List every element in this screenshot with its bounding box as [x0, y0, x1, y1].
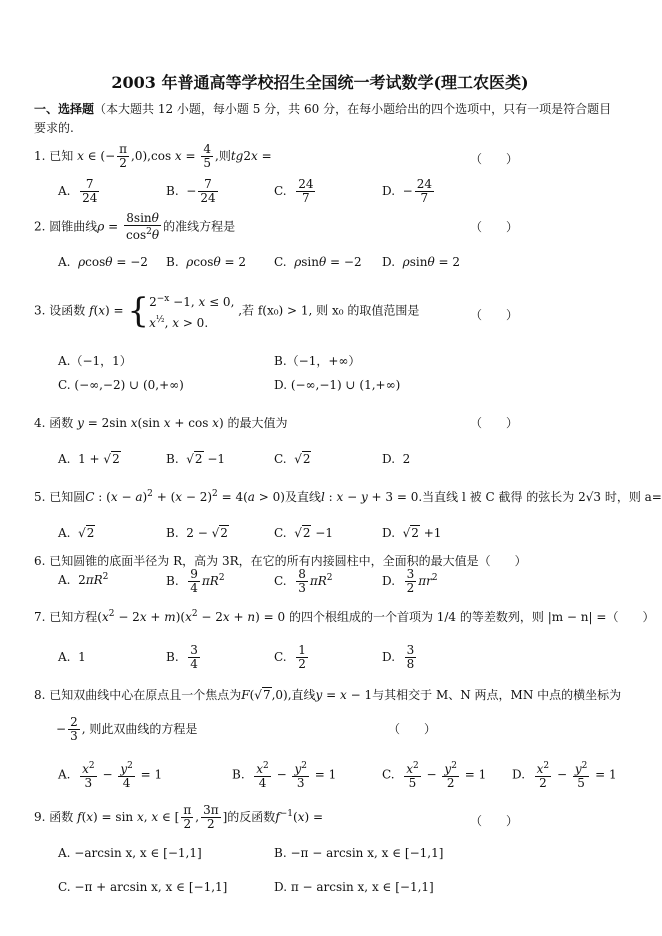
question-text-mid2: 当直线 l 被 C 截得: [422, 490, 523, 504]
option-d: D. $\frac{x^2}{2}$ − $\frac{y^2}{5}$ = 1: [512, 761, 617, 790]
question-text: 已知方程: [49, 610, 98, 624]
answer-paren: （ ）: [470, 308, 519, 322]
option-a: A. 1: [58, 650, 86, 664]
option-b: B. √2 −1: [166, 452, 226, 466]
question-8: 8. 已知双曲线中心在原点且一个焦点为F(√7,0),直线y = x − 1与其相交于 M、N 两点，MN 中点的横坐标为: [34, 688, 622, 702]
question-7: 7. 已知方程$(x^2 - 2x + m)(x^2 - 2x + n) = 0$ 的四个根组成的一个首项为 1/4 的等差数列，则 |m − n| =（ ）: [34, 609, 655, 624]
option-c: C. $\frac{24}{7}$: [274, 177, 314, 205]
answer-paren: （ ）: [470, 220, 519, 234]
question-6: [34, 552, 624, 569]
question-text-tail: 的准线方程是: [163, 219, 236, 234]
section-label: 一、选择题: [34, 102, 95, 116]
question-3: 3. 设函数 $f(x) = \{2^{-x} -1$, x ≤ 0, $x^{\frac{1}{2}}$, x > 0. ,若 f(x₀) > 1, 则 x₀ 的取值范围是: [34, 291, 420, 331]
question-9: 9. 函数 f(x) = sin x, x ∈ [ $\frac{\pi}{2}$ , $\frac{3\pi}{2}$ ]的反函数$f^{-1}(x)$ =: [34, 803, 324, 831]
question-text-tail: 的最大值为: [227, 416, 288, 430]
option-c: C. −π + arcsin x, x ∈ [−1,1]: [58, 880, 228, 894]
question-number: 3.: [34, 303, 46, 318]
question-text: 函数: [49, 416, 74, 430]
option-a: A. 1 + √2: [58, 452, 120, 466]
answer-paren: （ ）: [470, 416, 519, 430]
option-d: D. √2 +1: [382, 526, 442, 540]
question-text: 设函数: [49, 303, 86, 318]
option-c: C. $\frac{1}{2}$: [274, 643, 306, 671]
option-a: A. ρcosθ = −2: [58, 255, 148, 269]
option-c: C. ρsinθ = −2: [274, 255, 362, 269]
question-1: 1. 已知 x ∈ (− $\frac{\pi}{2}$ ,0),cos x = $\frac{4}{5}$ ,则tg2x =: [34, 142, 272, 170]
page-title: 2003 年普通高等学校招生全国统一考试数学(理工农医类): [111, 73, 529, 92]
option-d: D. (−∞,−1) ∪ (1,+∞): [274, 378, 401, 392]
option-c: C. √2 −1: [274, 526, 333, 540]
option-b: B. −π − arcsin x, x ∈ [−1,1]: [274, 846, 444, 860]
section-header: [34, 100, 619, 138]
question-number: 6.: [34, 554, 46, 568]
question-2: 2. 圆锥曲线ρ = $\frac{8\sin\theta}{\cos^2\theta}$ 的准线方程是: [34, 211, 236, 242]
question-number: 8.: [34, 688, 46, 702]
question-text: 函数: [49, 810, 74, 824]
answer-paren: （ ）: [470, 152, 519, 166]
option-b: B. $\frac{3}{4}$: [166, 643, 198, 671]
question-text-mid: 及直线: [284, 490, 321, 504]
question-text-tail: 的弦长为 2√3 时，则 a=: [526, 490, 662, 504]
option-d: D. $\frac{3}{2}$ $\pi r^2$: [382, 567, 438, 595]
question-text: 已知双曲线中心在原点且一个焦点为: [49, 688, 242, 702]
option-a: A. −arcsin x, x ∈ [−1,1]: [58, 846, 202, 860]
option-b: B.（−1，+∞）: [274, 354, 361, 368]
question-number: 5.: [34, 490, 46, 504]
question-8-line2: − $\frac{2}{3}$ , 则此双曲线的方程是: [56, 715, 198, 743]
option-a: A. $\frac{x^2}{3}$ − $\frac{y^2}{4}$ = 1: [58, 761, 163, 790]
question-text-tail: 的四个根组成的一个首项为 1/4 的等差数列，则 |m − n| =（ ）: [288, 610, 655, 624]
question-text-tail: ,若 f(x₀) > 1, 则 x₀ 的取值范围是: [238, 303, 420, 318]
option-b: B. − $\frac{7}{24}$: [166, 177, 216, 205]
option-a: A. $\frac{7}{24}$: [58, 177, 98, 205]
option-b: B. ρcosθ = 2: [166, 255, 246, 269]
question-number: 1.: [34, 149, 46, 163]
question-number: 2.: [34, 219, 46, 234]
option-c: C. $\frac{8}{3}$ $\pi R^2$: [274, 567, 333, 595]
question-number: 9.: [34, 810, 46, 824]
option-b: B. $\frac{x^2}{4}$ − $\frac{y^2}{3}$ = 1: [232, 761, 337, 790]
answer-paren: （ ）: [470, 814, 519, 828]
question-number: 7.: [34, 610, 46, 624]
option-d: D. 2: [382, 452, 411, 466]
option-a: A.（−1，1）: [58, 354, 132, 368]
question-text: 已知圆锥的底面半径为 R，高为 3R，在它的所有内接圆柱中，全面积的最大值是（ ）: [49, 554, 527, 568]
section-description: （本大题共 12 小题，每小题 5 分，共 60 分，在每小题给出的四个选项中，只有一项是符合题目要求的.: [34, 102, 612, 135]
option-d: D. − $\frac{24}{7}$: [382, 177, 432, 205]
question-text: 圆锥曲线: [49, 219, 98, 234]
option-c: C. √2: [274, 452, 311, 466]
option-d: D. ρsinθ = 2: [382, 255, 460, 269]
question-text-tail: 的反函数: [227, 810, 276, 824]
question-number: 4.: [34, 416, 46, 430]
option-d: D. π − arcsin x, x ∈ [−1,1]: [274, 880, 434, 894]
option-a: A. √2: [58, 526, 95, 540]
question-text: 已知: [49, 149, 74, 163]
question-text-tail: 与其相交于 M、N 两点，MN 中点的横坐标为: [372, 688, 622, 702]
question-text: 已知圆: [49, 490, 86, 504]
answer-paren: （ ）: [388, 722, 437, 736]
option-a: A. $2\pi R^2$: [58, 572, 109, 587]
option-c: C. (−∞,−2) ∪ (0,+∞): [58, 378, 184, 392]
question-text-line2: , 则此双曲线的方程是: [81, 722, 198, 736]
option-d: D. $\frac{3}{8}$: [382, 643, 415, 671]
question-4: 4. 函数 y = 2sin x(sin x + cos x) 的最大值为: [34, 416, 288, 430]
question-5: 5. 已知圆C : $(x - a)^2 + (x - 2)^2 = 4(a > 0)$及直线l : x − y + 3 = 0.当直线 l 被 C 截得 的弦长为 2√3 时，则 a=: [34, 489, 662, 504]
option-c: C. $\frac{x^2}{5}$ − $\frac{y^2}{2}$ = 1: [382, 761, 487, 790]
option-b: B. $\frac{9}{4}$ $\pi R^2$: [166, 567, 225, 595]
option-b: B. 2 − √2: [166, 526, 228, 540]
